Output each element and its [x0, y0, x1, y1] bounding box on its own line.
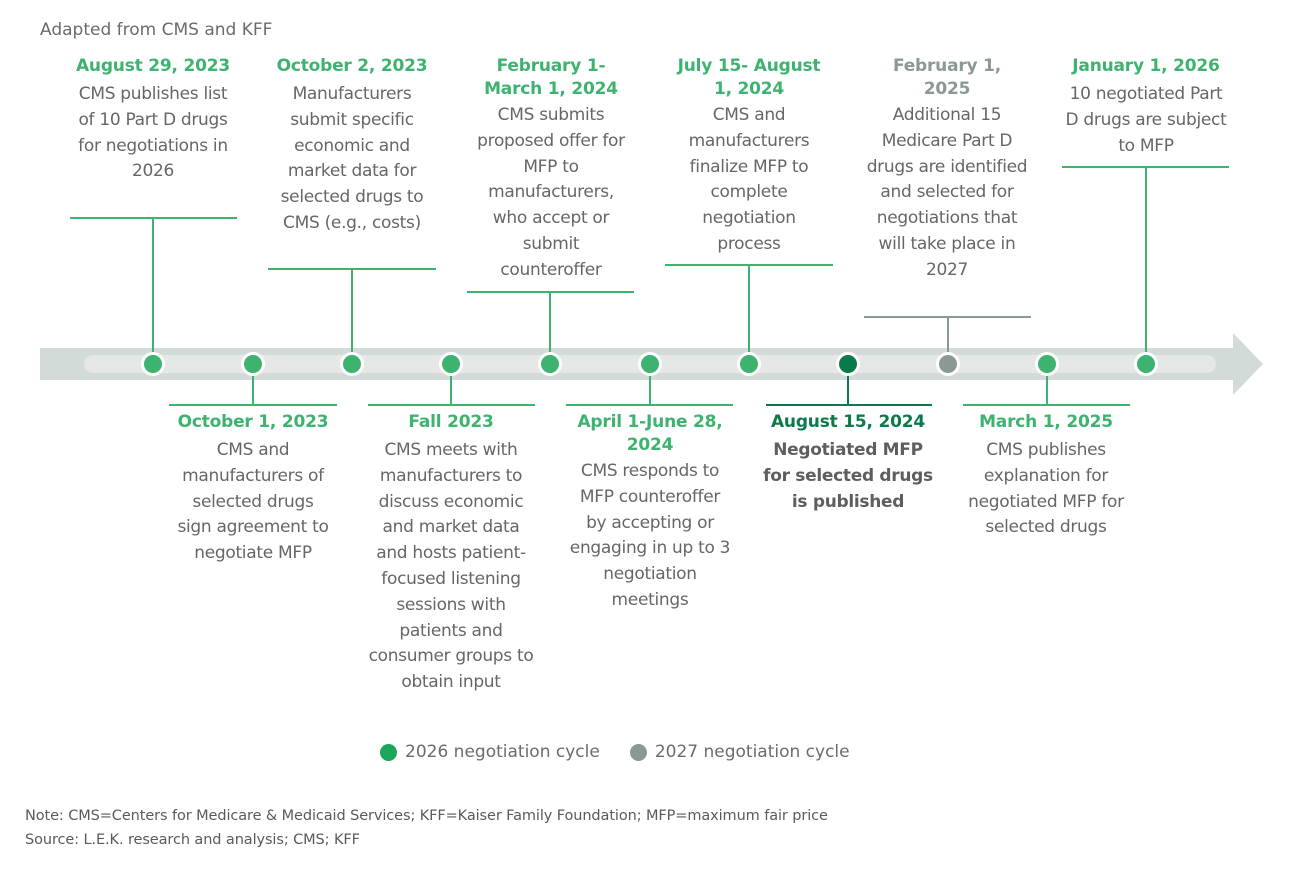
legend [380, 742, 880, 762]
event-description: Negotiated MFP for selected drugs is published [763, 440, 933, 512]
timeline-arrow-icon [1233, 333, 1263, 395]
connector-rule [169, 404, 337, 406]
event-description: CMS responds to MFP counteroffer by accepting or engaging in up to 3 negotiation meetings [569, 461, 731, 610]
event-date: August 29, 2023 [75, 56, 231, 76]
milestone-dot [538, 352, 562, 376]
event-aug-29-2023 [58, 55, 248, 185]
event-description: CMS publishes list of 10 Part D drugs for negotiations in 2026 [78, 84, 228, 182]
subtitle: Adapted from CMS and KFF [40, 20, 273, 40]
legend-swatch-icon [380, 744, 397, 761]
source-note: Source: L.E.K. research and analysis; CMS; KFF [25, 832, 360, 848]
event-description: Additional 15 Medicare Part D drugs are identified and selected for negotiations that will take place in 2027 [866, 105, 1028, 280]
milestone-dot [340, 352, 364, 376]
event-date: Fall 2023 [408, 412, 494, 432]
event-fall-2023 [356, 411, 546, 696]
connector-stem [152, 218, 154, 354]
milestone-dot [439, 352, 463, 376]
milestone-dot [638, 352, 662, 376]
event-oct-1-2023 [158, 411, 348, 567]
event-date: January 1, 2026 [1072, 56, 1220, 76]
event-apr-jun-2024 [555, 411, 745, 614]
milestone-dot [141, 352, 165, 376]
event-date: March 1, 2025 [979, 412, 1113, 432]
event-date: April 1-June 28, 2024 [577, 412, 723, 455]
milestone-dot [1035, 352, 1059, 376]
milestone-dot [1134, 352, 1158, 376]
connector-stem [549, 292, 551, 354]
legend-label: 2026 negotiation cycle [405, 742, 600, 762]
event-description: CMS and manufacturers of selected drugs sign agreement to negotiate MFP [177, 440, 329, 564]
connector-stem [1046, 374, 1048, 405]
event-date: August 15, 2024 [770, 412, 926, 432]
event-jan-1-2026 [1051, 55, 1241, 159]
event-description: CMS publishes explanation for negotiated MFP for selected drugs [968, 440, 1124, 538]
milestone-dot-highlight [836, 352, 860, 376]
connector-stem [1145, 167, 1147, 354]
event-description: CMS and manufacturers finalize MFP to complete negotiation process [688, 105, 810, 254]
connector-stem [947, 317, 949, 354]
event-feb-1-2025 [852, 55, 1042, 284]
event-date: February 1- March 1, 2024 [484, 56, 618, 99]
event-date: February 1, 2025 [892, 56, 1002, 99]
milestone-dot-2027 [936, 352, 960, 376]
connector-stem [748, 265, 750, 354]
event-aug-15-2024 [753, 411, 943, 515]
milestone-dot [241, 352, 265, 376]
connector-stem [649, 374, 651, 405]
legend-swatch-icon [630, 744, 647, 761]
connector-rule [963, 404, 1130, 406]
legend-label: 2027 negotiation cycle [654, 742, 850, 762]
milestone-dot [737, 352, 761, 376]
event-mar-1-2025 [951, 411, 1141, 541]
event-description: Manufacturers submit specific economic and market data for selected drugs to CMS (e.g., costs) [280, 84, 424, 233]
connector-stem [351, 269, 353, 354]
event-description: CMS submits proposed offer for MFP to manufacturers, who accept or submit counteroffer [477, 105, 625, 280]
connector-rule [566, 404, 733, 406]
connector-stem [847, 374, 849, 405]
connector-rule [766, 404, 932, 406]
event-jul-aug-2024 [654, 55, 844, 258]
connector-rule [368, 404, 535, 406]
footnote: Note: CMS=Centers for Medicare & Medicaid Services; KFF=Kaiser Family Foundation; MFP=maximum fair price [25, 808, 828, 824]
event-description: 10 negotiated Part D drugs are subject to MFP [1065, 84, 1227, 156]
legend-item-2026 [380, 742, 600, 762]
event-date: July 15- August 1, 2024 [677, 56, 821, 99]
event-date: October 2, 2023 [276, 56, 428, 76]
event-date: October 1, 2023 [177, 412, 329, 432]
connector-stem [252, 374, 254, 405]
event-feb-mar-2024 [456, 55, 646, 284]
event-description: CMS meets with manufacturers to discuss economic and market data and hosts patient-focused listening sessions with patients and consumer groups to obtain input [368, 440, 534, 693]
event-oct-2-2023 [257, 55, 447, 237]
legend-item-2027 [630, 742, 850, 762]
connector-stem [450, 374, 452, 405]
